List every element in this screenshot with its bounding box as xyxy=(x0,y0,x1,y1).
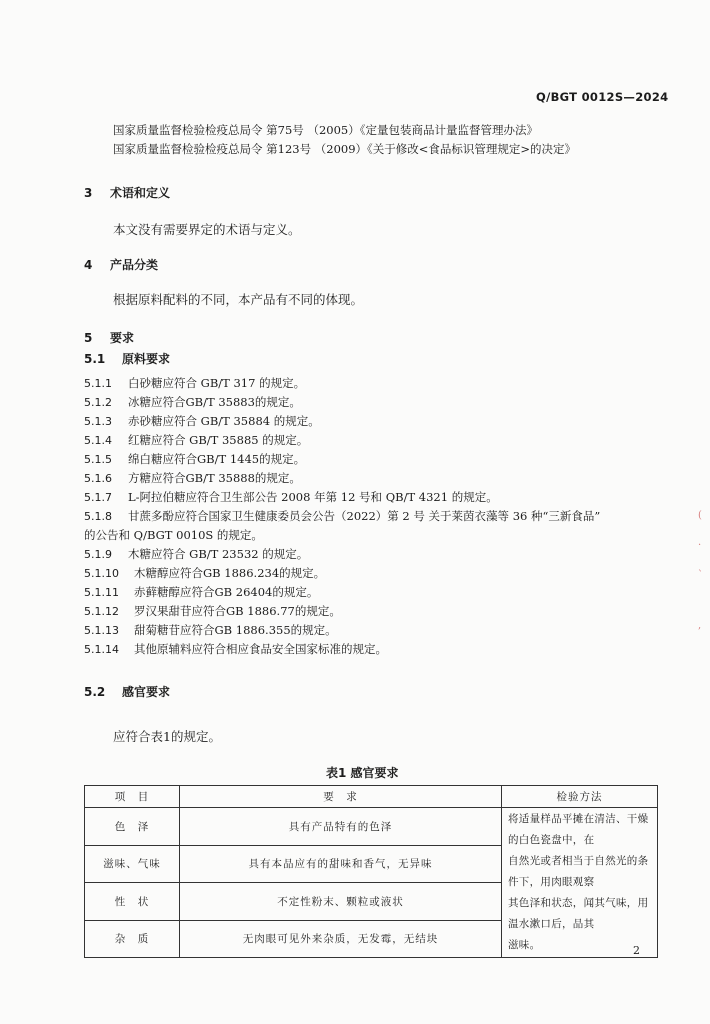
test-method-line: 滋味。 xyxy=(508,939,541,951)
header-requirement: 要 求 xyxy=(180,786,502,808)
clause-5-1-14: 5.1.14 其他原辅料应符合相应食品安全国家标准的规定。 xyxy=(84,642,387,656)
section-heading-3: 3 术语和定义 xyxy=(84,186,171,200)
clause-5-1-11: 5.1.11 赤藓糖醇应符合GB 26404的规定。 xyxy=(84,585,319,599)
clause-5-1-8-continued: 的公告和 Q/BGT 0010S 的规定。 xyxy=(84,528,263,542)
header-test-method: 检验方法 xyxy=(502,786,658,808)
requirement-cell: 具有产品特有的色泽 xyxy=(180,808,502,846)
clause-5-1-13: 5.1.13 甜菊糖苷应符合GB 1886.355的规定。 xyxy=(84,623,337,637)
clause-5-1-12: 5.1.12 罗汉果甜苷应符合GB 1886.77的规定。 xyxy=(84,604,341,618)
clause-5-1-7: 5.1.7 L-阿拉伯糖应符合卫生部公告 2008 年第 12 号和 QB/T 4321 的规定。 xyxy=(84,490,498,504)
clause-5-1-8: 5.1.8 甘蔗多酚应符合国家卫生健康委员会公告（2022）第 2 号 关于莱茵衣藻等 36 种“三新食品” xyxy=(84,509,601,523)
test-method-cell xyxy=(502,808,658,958)
table-row xyxy=(85,808,658,846)
section-heading-5-1: 5.1 原料要求 xyxy=(84,352,171,366)
clause-5-1-4: 5.1.4 红糖应符合 GB/T 35885 的规定。 xyxy=(84,433,309,447)
header-item: 项 目 xyxy=(85,786,180,808)
section-heading-5-2: 5.2 感官要求 xyxy=(84,685,171,699)
table-header-row xyxy=(85,786,658,808)
clause-5-1-6: 5.1.6 方糖应符合GB/T 35888的规定。 xyxy=(84,471,301,485)
item-cell: 性 状 xyxy=(85,883,180,921)
table-caption: 表1 感官要求 xyxy=(326,766,399,780)
section-5-2-text: 应符合表1的规定。 xyxy=(113,729,221,744)
standard-number: Q/BGT 0012S—2024 xyxy=(536,90,669,104)
test-method-line: 自然光或者相当于自然光的条件下，用肉眼观察 xyxy=(508,855,649,888)
item-cell: 色 泽 xyxy=(85,808,180,846)
seal-edge-marks: ( · ` , xyxy=(698,510,703,631)
section-3-text: 本文没有需要界定的术语与定义。 xyxy=(113,222,301,237)
item-cell: 滋味、气味 xyxy=(85,845,180,883)
reference-item: 国家质量监督检验检疫总局令 第75号 （2005）《定量包装商品计量监督管理办法》 xyxy=(113,123,538,137)
section-heading-4: 4 产品分类 xyxy=(84,258,159,272)
clause-5-1-1: 5.1.1 白砂糖应符合 GB/T 317 的规定。 xyxy=(84,376,306,390)
clause-5-1-9: 5.1.9 木糖应符合 GB/T 23532 的规定。 xyxy=(84,547,309,561)
test-method-line: 将适量样品平摊在清洁、干燥的白色瓷盘中，在 xyxy=(508,813,649,846)
test-method-line: 其色泽和状态，闻其气味，用温水漱口后，品其 xyxy=(508,897,649,930)
requirement-cell: 具有本品应有的甜味和香气，无异味 xyxy=(180,845,502,883)
section-4-text: 根据原料配料的不同，本产品有不同的体现。 xyxy=(113,292,364,307)
clause-5-1-5: 5.1.5 绵白糖应符合GB/T 1445的规定。 xyxy=(84,452,306,466)
section-heading-5: 5 要求 xyxy=(84,331,135,345)
clause-5-1-2: 5.1.2 冰糖应符合GB/T 35883的规定。 xyxy=(84,395,301,409)
page-number: 2 xyxy=(633,944,640,957)
sensory-requirements-table xyxy=(84,785,658,958)
item-cell: 杂 质 xyxy=(85,920,180,958)
clause-5-1-3: 5.1.3 赤砂糖应符合 GB/T 35884 的规定。 xyxy=(84,414,320,428)
reference-item: 国家质量监督检验检疫总局令 第123号 （2009）《关于修改<食品标识管理规定>的决定》 xyxy=(113,142,577,156)
clause-5-1-10: 5.1.10 木糖醇应符合GB 1886.234的规定。 xyxy=(84,566,326,580)
requirement-cell: 不定性粉末、颗粒或液状 xyxy=(180,883,502,921)
requirement-cell: 无肉眼可见外来杂质，无发霉，无结块 xyxy=(180,920,502,958)
